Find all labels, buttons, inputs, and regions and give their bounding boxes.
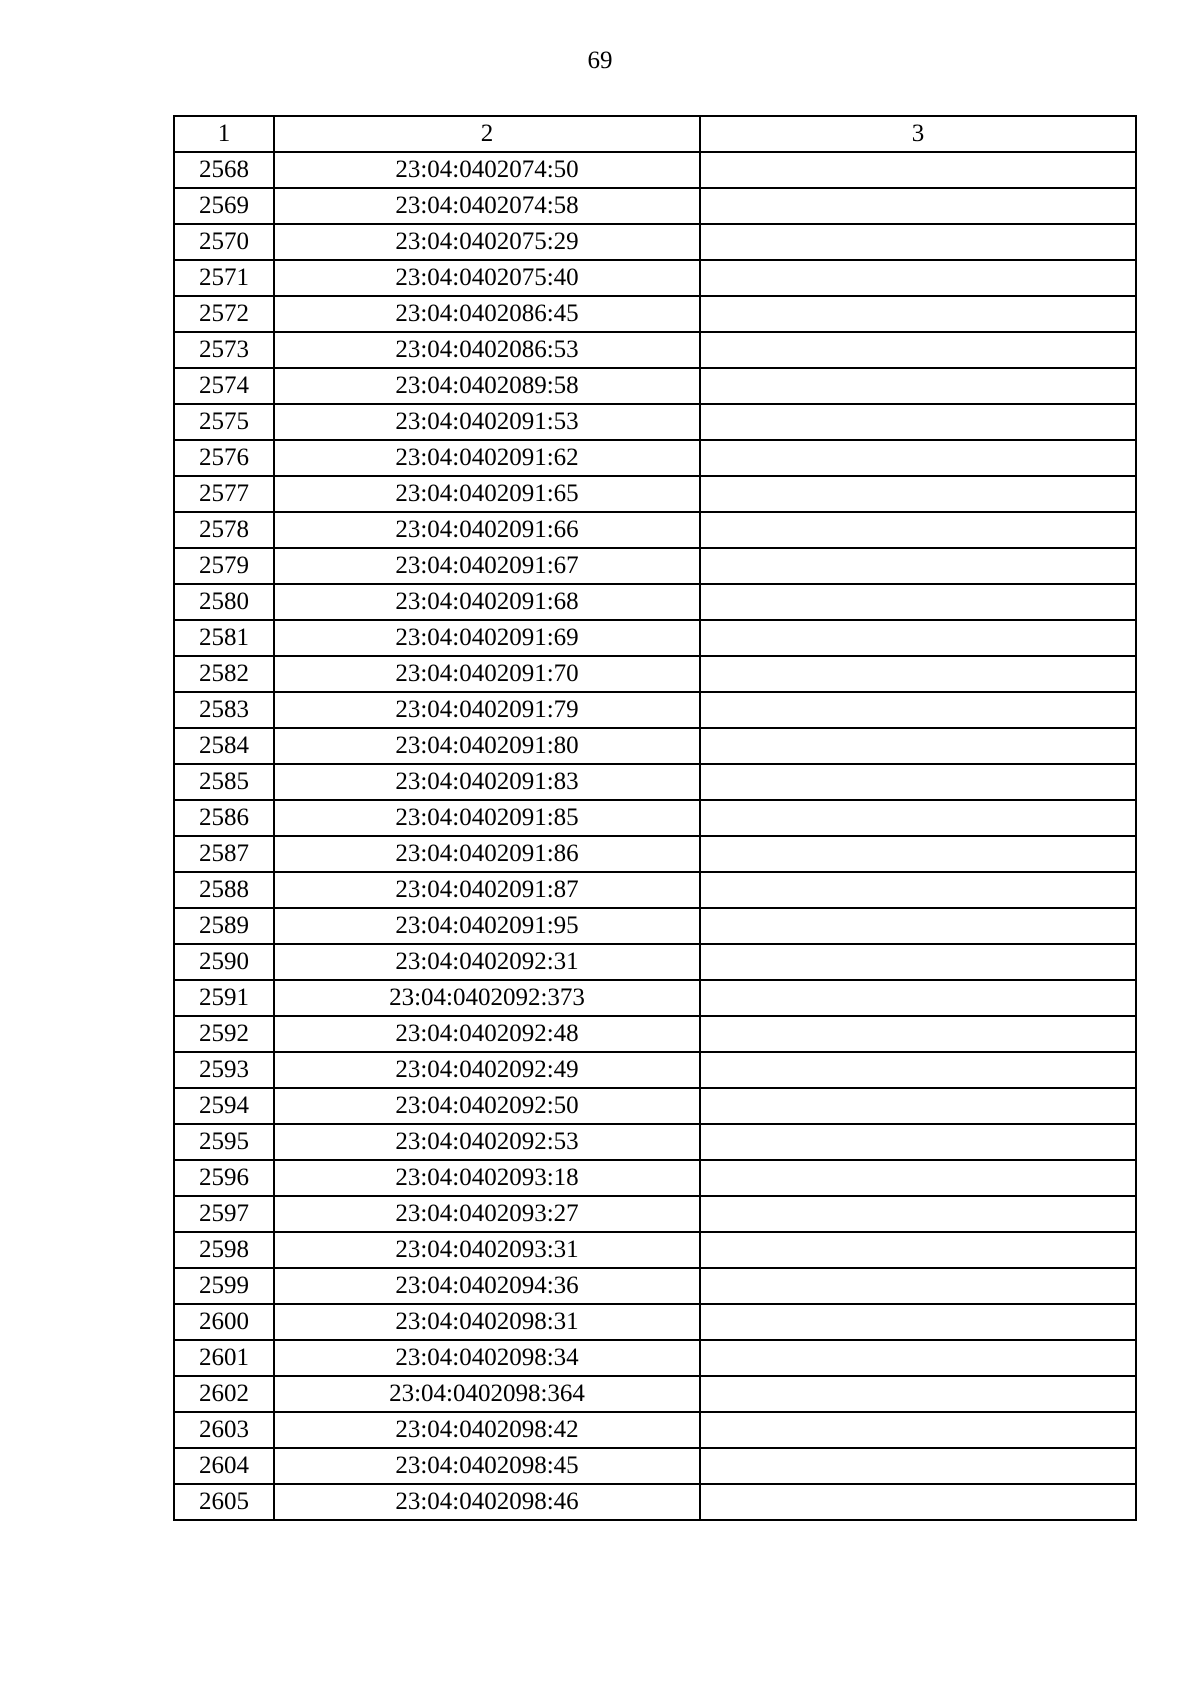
- notes-cell: [700, 872, 1136, 908]
- notes-cell: [700, 980, 1136, 1016]
- row-number-cell: 2595: [174, 1124, 274, 1160]
- row-number-cell: 2600: [174, 1304, 274, 1340]
- table-row: [174, 872, 1136, 908]
- cadastral-number-cell: 23:04:0402091:62: [274, 440, 700, 476]
- table-row: [174, 188, 1136, 224]
- table-body: [174, 116, 1136, 1520]
- table-row: [174, 1124, 1136, 1160]
- row-number-cell: 2601: [174, 1340, 274, 1376]
- cadastral-number-cell: 23:04:0402093:31: [274, 1232, 700, 1268]
- cadastral-number-table: [173, 115, 1137, 1521]
- table-row: [174, 1196, 1136, 1232]
- cadastral-number-cell: 23:04:0402074:58: [274, 188, 700, 224]
- row-number-cell: 2586: [174, 800, 274, 836]
- cadastral-number-cell: 23:04:0402098:42: [274, 1412, 700, 1448]
- cadastral-number-cell: 23:04:0402092:373: [274, 980, 700, 1016]
- cadastral-number-cell: 23:04:0402098:34: [274, 1340, 700, 1376]
- table-row: [174, 152, 1136, 188]
- cadastral-number-cell: 23:04:0402098:45: [274, 1448, 700, 1484]
- table-row: [174, 512, 1136, 548]
- page-number: 69: [587, 47, 613, 74]
- notes-cell: [700, 944, 1136, 980]
- row-number-cell: 2582: [174, 656, 274, 692]
- notes-cell: [700, 188, 1136, 224]
- row-number-cell: 2596: [174, 1160, 274, 1196]
- notes-cell: [700, 1232, 1136, 1268]
- notes-cell: [700, 1016, 1136, 1052]
- row-number-cell: 2572: [174, 296, 274, 332]
- table-row: [174, 1052, 1136, 1088]
- table-row: [174, 764, 1136, 800]
- row-number-cell: 2593: [174, 1052, 274, 1088]
- cadastral-number-cell: 23:04:0402091:79: [274, 692, 700, 728]
- cadastral-number-cell: 23:04:0402091:68: [274, 584, 700, 620]
- notes-cell: [700, 1160, 1136, 1196]
- notes-cell: [700, 800, 1136, 836]
- table-row: [174, 440, 1136, 476]
- table-row: [174, 620, 1136, 656]
- cadastral-number-cell: 23:04:0402086:53: [274, 332, 700, 368]
- row-number-cell: 2587: [174, 836, 274, 872]
- notes-cell: [700, 1196, 1136, 1232]
- notes-cell: [700, 836, 1136, 872]
- table-row: [174, 1412, 1136, 1448]
- row-number-cell: 2570: [174, 224, 274, 260]
- notes-cell: [700, 1052, 1136, 1088]
- row-number-cell: 2580: [174, 584, 274, 620]
- row-number-cell: 2605: [174, 1484, 274, 1520]
- cadastral-number-cell: 23:04:0402091:69: [274, 620, 700, 656]
- notes-cell: [700, 440, 1136, 476]
- cadastral-number-cell: 23:04:0402091:70: [274, 656, 700, 692]
- row-number-cell: 2590: [174, 944, 274, 980]
- row-number-cell: 2602: [174, 1376, 274, 1412]
- row-number-cell: 2603: [174, 1412, 274, 1448]
- table-row: [174, 728, 1136, 764]
- cadastral-number-cell: 23:04:0402092:49: [274, 1052, 700, 1088]
- row-number-cell: 2573: [174, 332, 274, 368]
- notes-cell: [700, 656, 1136, 692]
- cadastral-number-cell: 23:04:0402094:36: [274, 1268, 700, 1304]
- notes-cell: [700, 1484, 1136, 1520]
- cadastral-number-cell: 23:04:0402092:53: [274, 1124, 700, 1160]
- table-header-row: [174, 116, 1136, 152]
- row-number-cell: 2581: [174, 620, 274, 656]
- notes-cell: [700, 764, 1136, 800]
- table-row: [174, 800, 1136, 836]
- notes-cell: [700, 404, 1136, 440]
- row-number-cell: 2583: [174, 692, 274, 728]
- notes-cell: [700, 1088, 1136, 1124]
- cadastral-number-cell: 23:04:0402093:27: [274, 1196, 700, 1232]
- row-number-cell: 2578: [174, 512, 274, 548]
- cadastral-number-cell: 23:04:0402091:66: [274, 512, 700, 548]
- row-number-cell: 2591: [174, 980, 274, 1016]
- notes-cell: [700, 728, 1136, 764]
- notes-cell: [700, 224, 1136, 260]
- row-number-cell: 2571: [174, 260, 274, 296]
- notes-cell: [700, 1304, 1136, 1340]
- cadastral-number-cell: 23:04:0402098:46: [274, 1484, 700, 1520]
- row-number-cell: 2569: [174, 188, 274, 224]
- row-number-cell: 2592: [174, 1016, 274, 1052]
- cadastral-number-cell: 23:04:0402093:18: [274, 1160, 700, 1196]
- cadastral-number-cell: 23:04:0402092:50: [274, 1088, 700, 1124]
- row-number-cell: 2584: [174, 728, 274, 764]
- row-number-cell: 2579: [174, 548, 274, 584]
- table-row: [174, 1448, 1136, 1484]
- table-row: [174, 1484, 1136, 1520]
- notes-cell: [700, 332, 1136, 368]
- notes-cell: [700, 908, 1136, 944]
- notes-cell: [700, 368, 1136, 404]
- row-number-cell: 2576: [174, 440, 274, 476]
- notes-cell: [700, 476, 1136, 512]
- row-number-cell: 2597: [174, 1196, 274, 1232]
- table-row: [174, 1340, 1136, 1376]
- cadastral-number-cell: 23:04:0402086:45: [274, 296, 700, 332]
- cadastral-number-cell: 23:04:0402074:50: [274, 152, 700, 188]
- table-row: [174, 476, 1136, 512]
- row-number-cell: 2599: [174, 1268, 274, 1304]
- table-row: [174, 980, 1136, 1016]
- row-number-cell: 2574: [174, 368, 274, 404]
- row-number-cell: 2588: [174, 872, 274, 908]
- table-row: [174, 656, 1136, 692]
- cadastral-number-cell: 23:04:0402091:86: [274, 836, 700, 872]
- cadastral-number-cell: 23:04:0402098:31: [274, 1304, 700, 1340]
- notes-cell: [700, 1412, 1136, 1448]
- table-row: [174, 1016, 1136, 1052]
- table-row: [174, 224, 1136, 260]
- row-number-cell: 2589: [174, 908, 274, 944]
- cadastral-number-cell: 23:04:0402091:85: [274, 800, 700, 836]
- table-row: [174, 944, 1136, 980]
- notes-cell: [700, 1268, 1136, 1304]
- cadastral-number-cell: 23:04:0402092:31: [274, 944, 700, 980]
- table-row: [174, 1376, 1136, 1412]
- cadastral-number-cell: 23:04:0402092:48: [274, 1016, 700, 1052]
- table-row: [174, 368, 1136, 404]
- row-number-cell: 2585: [174, 764, 274, 800]
- column-header-2: 2: [274, 116, 700, 152]
- notes-cell: [700, 548, 1136, 584]
- table-row: [174, 692, 1136, 728]
- cadastral-number-cell: 23:04:0402091:80: [274, 728, 700, 764]
- row-number-cell: 2598: [174, 1232, 274, 1268]
- table-row: [174, 404, 1136, 440]
- notes-cell: [700, 1340, 1136, 1376]
- table-row: [174, 1304, 1136, 1340]
- notes-cell: [700, 584, 1136, 620]
- cadastral-number-cell: 23:04:0402091:87: [274, 872, 700, 908]
- notes-cell: [700, 1376, 1136, 1412]
- notes-cell: [700, 1124, 1136, 1160]
- cadastral-number-cell: 23:04:0402075:29: [274, 224, 700, 260]
- row-number-cell: 2604: [174, 1448, 274, 1484]
- cadastral-number-cell: 23:04:0402091:83: [274, 764, 700, 800]
- notes-cell: [700, 512, 1136, 548]
- table-row: [174, 1160, 1136, 1196]
- table-row: [174, 332, 1136, 368]
- column-header-3: 3: [700, 116, 1136, 152]
- table-row: [174, 296, 1136, 332]
- notes-cell: [700, 152, 1136, 188]
- cadastral-number-cell: 23:04:0402091:95: [274, 908, 700, 944]
- cadastral-number-cell: 23:04:0402091:53: [274, 404, 700, 440]
- cadastral-number-cell: 23:04:0402091:65: [274, 476, 700, 512]
- cadastral-number-cell: 23:04:0402091:67: [274, 548, 700, 584]
- table-row: [174, 1232, 1136, 1268]
- table-row: [174, 548, 1136, 584]
- notes-cell: [700, 1448, 1136, 1484]
- notes-cell: [700, 692, 1136, 728]
- row-number-cell: 2575: [174, 404, 274, 440]
- notes-cell: [700, 620, 1136, 656]
- table-row: [174, 836, 1136, 872]
- cadastral-number-cell: 23:04:0402075:40: [274, 260, 700, 296]
- cadastral-number-cell: 23:04:0402098:364: [274, 1376, 700, 1412]
- row-number-cell: 2568: [174, 152, 274, 188]
- row-number-cell: 2577: [174, 476, 274, 512]
- notes-cell: [700, 260, 1136, 296]
- table-row: [174, 260, 1136, 296]
- table-row: [174, 1088, 1136, 1124]
- table-row: [174, 584, 1136, 620]
- table-row: [174, 908, 1136, 944]
- row-number-cell: 2594: [174, 1088, 274, 1124]
- table-row: [174, 1268, 1136, 1304]
- cadastral-number-cell: 23:04:0402089:58: [274, 368, 700, 404]
- column-header-1: 1: [174, 116, 274, 152]
- notes-cell: [700, 296, 1136, 332]
